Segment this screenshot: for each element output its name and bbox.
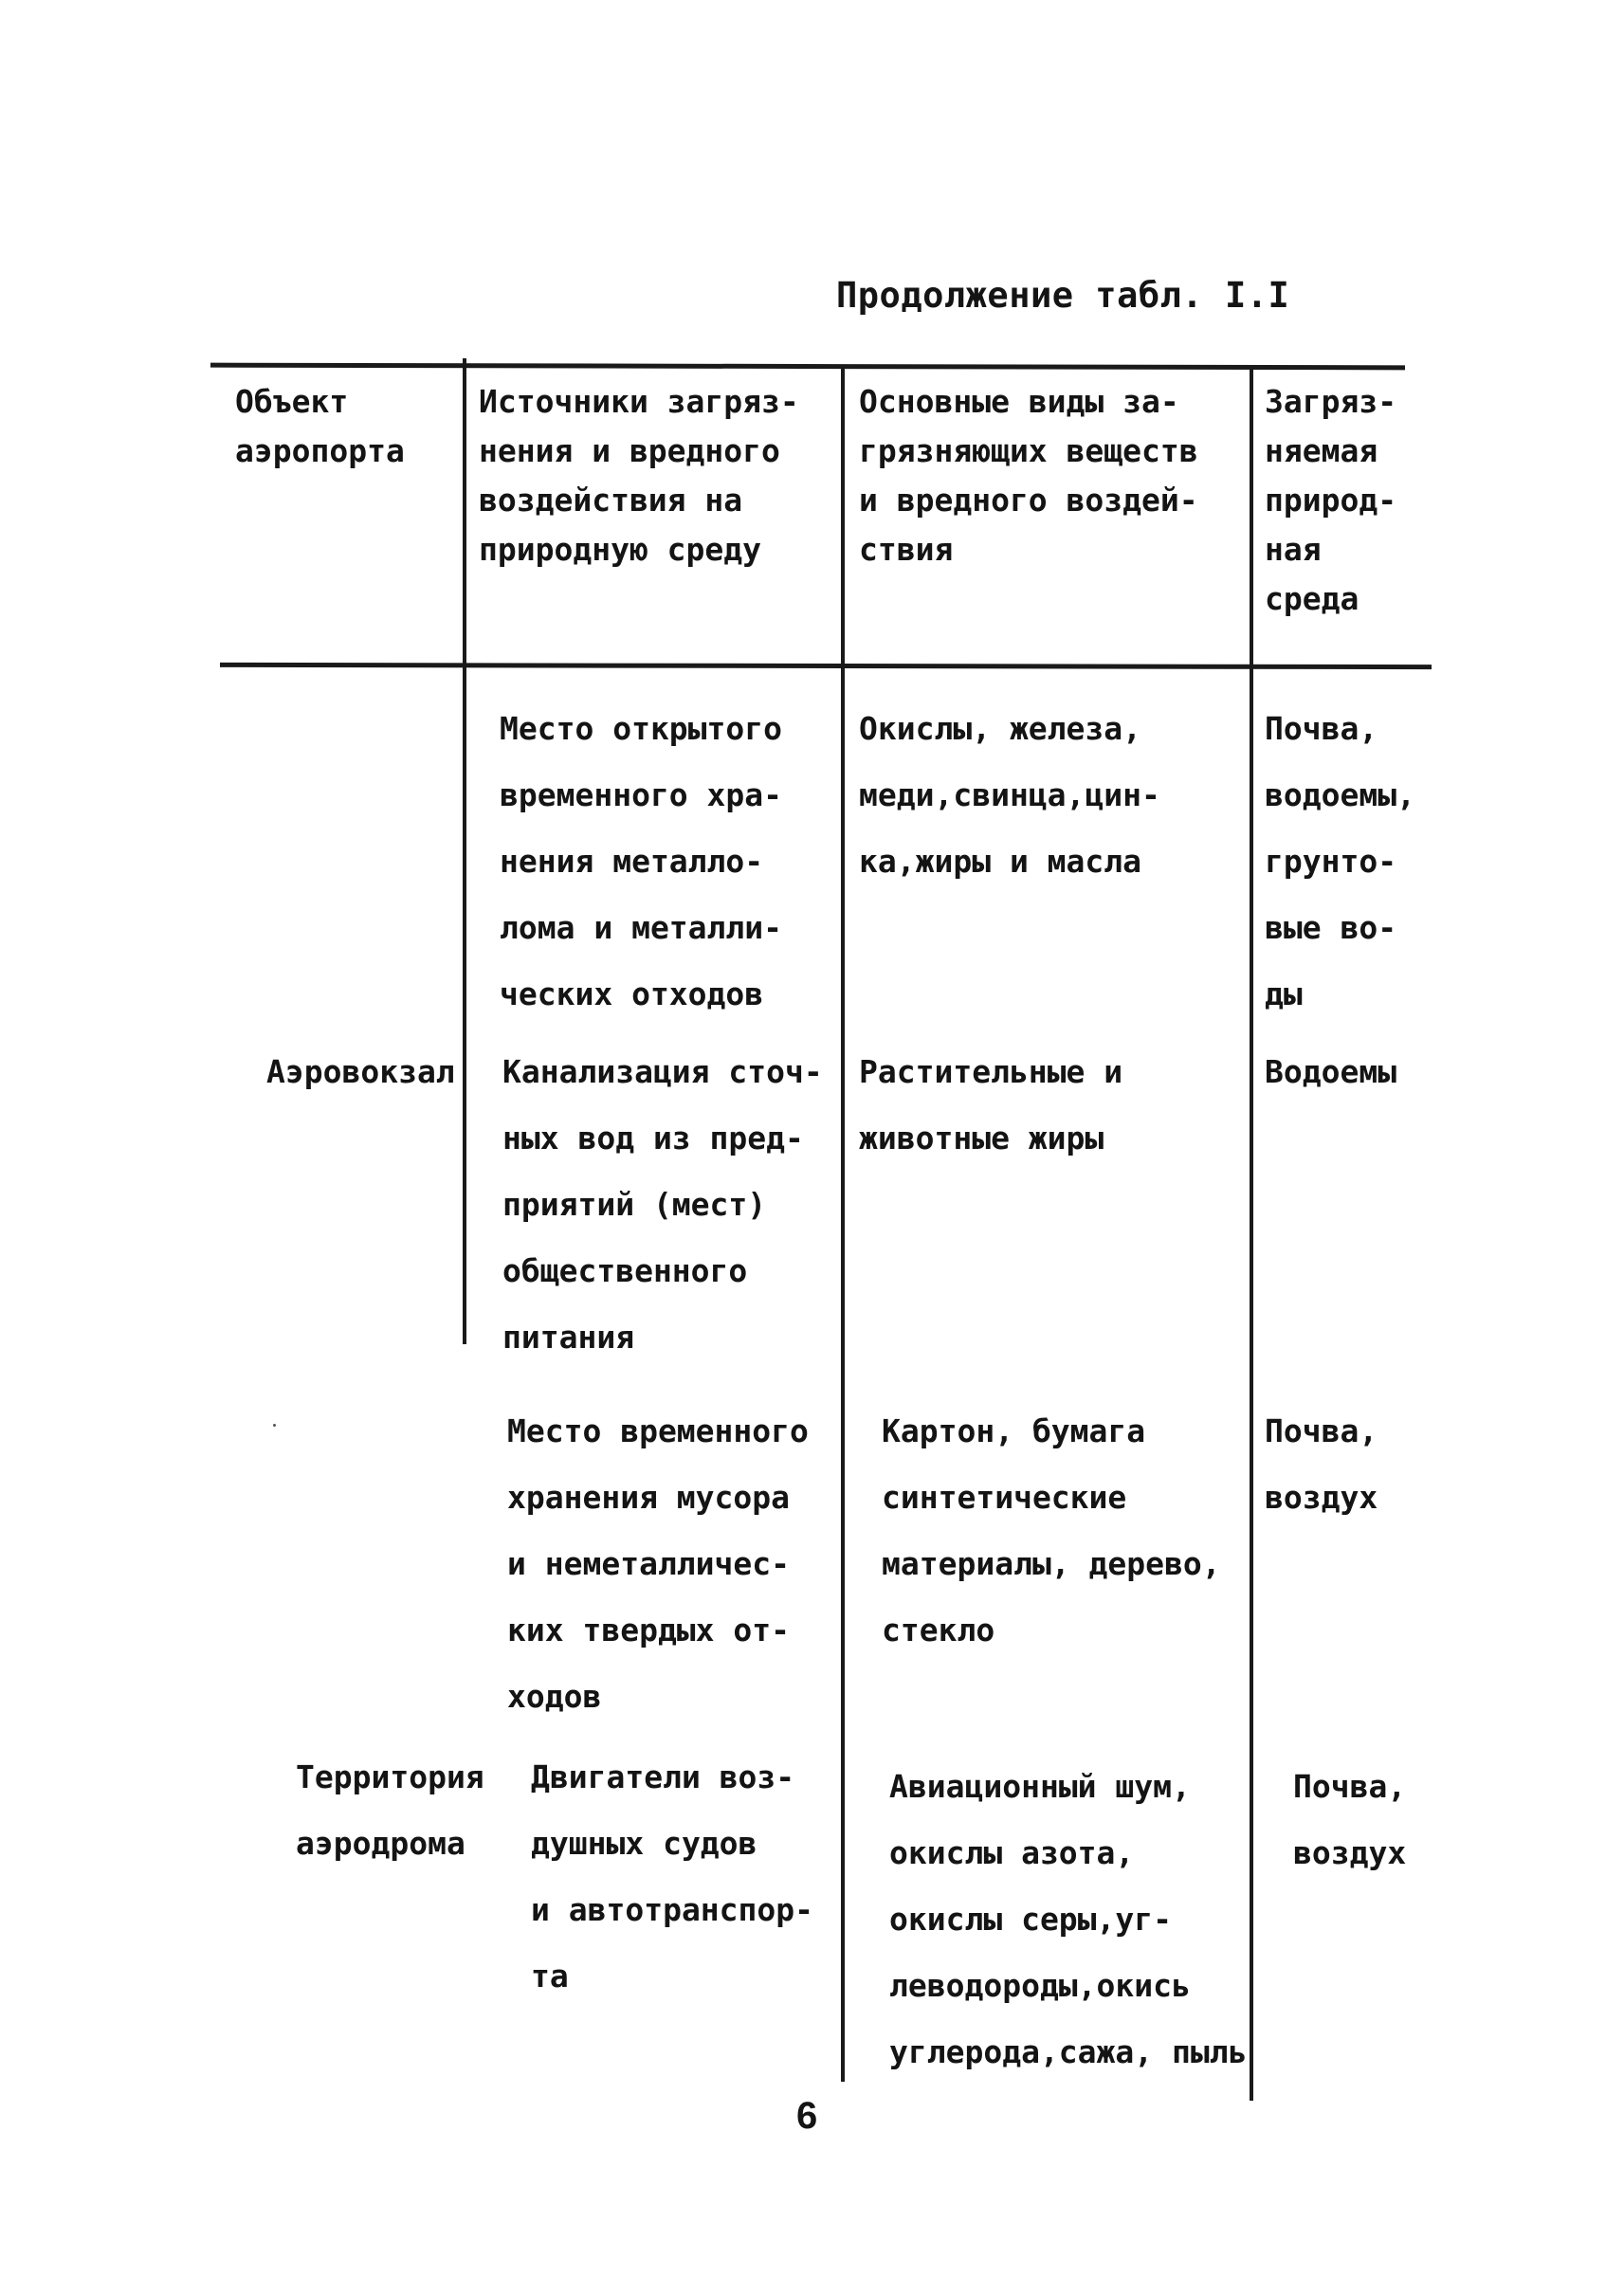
cell-source: Место открытого временного хра- нения металло- лома и металли- ческих отходов xyxy=(500,710,783,1012)
header-source: Источники загряз- нения и вредного воздействия на природную среду xyxy=(479,383,799,568)
cell-source: Канализация сточ- ных вод из пред- приятий (мест) общественного питания xyxy=(502,1053,823,1356)
cell-pollutants: Окислы, железа, меди,свинца,цин- ка,жиры и масла xyxy=(859,710,1160,880)
cell-object: Аэровокзал xyxy=(266,1053,455,1090)
column-divider-3 xyxy=(1250,366,1253,2101)
column-divider-1 xyxy=(463,358,466,1344)
cell-environment: Почва, воздух xyxy=(1265,1412,1378,1516)
table-caption: Продолжение табл. I.I xyxy=(836,275,1290,316)
header-pollutants: Основные виды за- грязняющих веществ и вредного воздей- ствия xyxy=(859,383,1198,568)
header-object: Объект аэропорта xyxy=(235,383,405,469)
cell-pollutants: Картон, бумага синтетические материалы, дерево, стекло xyxy=(882,1412,1221,1648)
page-number: 6 xyxy=(796,2095,818,2137)
cell-environment: Почва, воздух xyxy=(1293,1768,1407,1871)
cell-source: Место временного хранения мусора и неметалличес- ких твердых от- ходов xyxy=(507,1412,809,1715)
cell-object: Территория аэродрома xyxy=(296,1758,484,1862)
scan-speck xyxy=(273,1424,276,1427)
cell-pollutants: Растительные и животные жиры xyxy=(859,1053,1123,1157)
cell-pollutants: Авиационный шум, окислы азота, окислы серы,уг- леводороды,окись углерода,сажа, пыль xyxy=(889,1768,1248,2070)
cell-environment: Почва, водоемы, грунто- вые во- ды xyxy=(1265,710,1415,1012)
cell-environment: Водоемы xyxy=(1265,1053,1397,1090)
cell-source: Двигатели воз- душных судов и автотранспор- та xyxy=(531,1758,814,1994)
column-divider-2 xyxy=(841,366,845,2082)
header-environment: Загряз- няемая природ- ная среда xyxy=(1265,383,1397,617)
table-top-rule xyxy=(210,363,1405,371)
